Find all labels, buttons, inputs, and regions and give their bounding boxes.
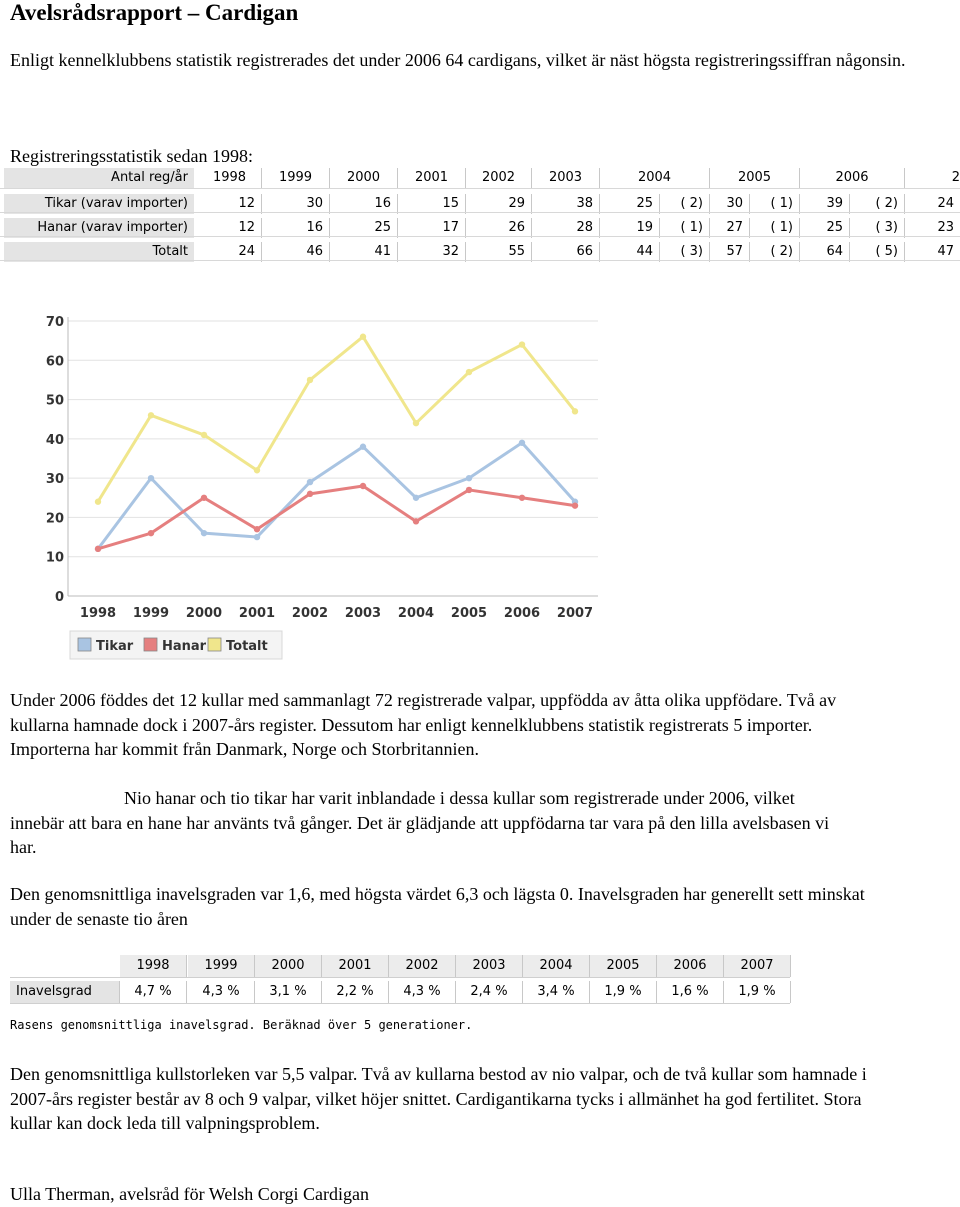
registration-row-label: Tikar (varav importer) bbox=[4, 194, 194, 214]
litters-paragraph: Under 2006 föddes det 12 kullar med sammanlagt 72 registrerade valpar, uppfödda av åtta olika uppfödare. Två av kullarna hamnade dock i 2007-års register. Dessutom har enligt kennelklubbens statistik registrerats 5 importer. Importerna har kommit från Danmark, Norge och Storbritannien. bbox=[10, 690, 837, 759]
inbreeding-year-header: 2006 bbox=[657, 955, 724, 977]
data-point-hanar bbox=[519, 495, 525, 501]
registration-cell: 46 bbox=[262, 242, 330, 262]
inbreeding-note: Rasens genomsnittliga inavelsgrad. Beräknad över 5 generationer. bbox=[10, 1018, 473, 1032]
inbreeding-row-underline bbox=[10, 1003, 790, 1004]
x-tick-label: 2005 bbox=[450, 606, 488, 621]
inbreeding-year-header: 2004 bbox=[523, 955, 590, 977]
inbreeding-value: 4,3 % bbox=[188, 981, 255, 1003]
inbreeding-year-header: 1998 bbox=[120, 955, 187, 977]
registration-divider bbox=[0, 260, 960, 261]
registration-cell: 15 bbox=[398, 194, 466, 214]
inbreeding-value: 4,3 % bbox=[389, 981, 456, 1003]
sires-dams-text: Nio hanar och tio tikar har varit inblandade i dessa kullar som registrerade under 2006, vilket innebär att bara en hane har använts två gånger. Det är glädjande att uppfödarna tar vara på den lilla avelsbasen vi har. bbox=[10, 788, 830, 857]
registration-cell: ( 3) bbox=[850, 218, 905, 238]
x-tick-label: 2000 bbox=[185, 606, 223, 621]
data-point-hanar bbox=[466, 487, 472, 493]
registration-cell: 30 bbox=[262, 194, 330, 214]
registration-divider bbox=[0, 236, 960, 237]
registration-cell: ( 3) bbox=[660, 242, 710, 262]
legend-swatch-totalt bbox=[208, 638, 221, 651]
legend-label-tikar: Tikar bbox=[96, 639, 134, 654]
y-tick-label: 60 bbox=[45, 354, 64, 370]
inbreeding-row-label: Inavelsgrad bbox=[10, 981, 120, 1003]
registration-year-header: 2001 bbox=[398, 168, 466, 188]
registration-cell: ( 2) bbox=[660, 194, 710, 214]
y-tick-label: 40 bbox=[45, 432, 64, 448]
registration-cell: 30 bbox=[710, 194, 750, 214]
data-point-tikar bbox=[307, 479, 313, 485]
registration-cell: ( 1) bbox=[750, 218, 800, 238]
registration-cell: 24 bbox=[198, 242, 262, 262]
data-point-tikar bbox=[519, 440, 525, 446]
registration-cell: 38 bbox=[532, 194, 600, 214]
registration-cell: 32 bbox=[398, 242, 466, 262]
legend-label-totalt: Totalt bbox=[226, 639, 268, 654]
registration-cell: 27 bbox=[710, 218, 750, 238]
data-point-hanar bbox=[148, 530, 154, 536]
sires-dams-paragraph bbox=[10, 786, 840, 860]
data-point-totalt bbox=[519, 341, 525, 347]
registration-year-header: 2000 bbox=[330, 168, 398, 188]
registration-year-header: 2006 bbox=[800, 168, 905, 188]
registration-cell: 55 bbox=[466, 242, 532, 262]
data-point-hanar bbox=[360, 483, 366, 489]
inbreeding-value: 3,1 % bbox=[255, 981, 322, 1003]
data-point-hanar bbox=[201, 495, 207, 501]
data-point-totalt bbox=[572, 408, 578, 414]
registration-cell: 66 bbox=[532, 242, 600, 262]
x-tick-label: 1999 bbox=[132, 606, 170, 621]
legend-swatch-tikar bbox=[78, 638, 91, 651]
page-title: Avelsrådsrapport – Cardigan bbox=[10, 0, 299, 25]
x-tick-label: 2002 bbox=[291, 606, 329, 621]
inbreeding-value: 4,7 % bbox=[120, 981, 187, 1003]
registration-cell: 26 bbox=[466, 218, 532, 238]
inbreeding-paragraph: Den genomsnittliga inavelsgraden var 1,6, med högsta värdet 6,3 och lägsta 0. Inavelsgraden har generellt sett minskat under de senaste tio åren bbox=[10, 884, 865, 929]
y-tick-label: 50 bbox=[45, 393, 64, 409]
registration-cell: 57 bbox=[710, 242, 750, 262]
registration-cell: ( 1) bbox=[750, 194, 800, 214]
registration-year-header: 2003 bbox=[532, 168, 600, 188]
registration-heading: Registreringsstatistik sedan 1998: bbox=[10, 146, 253, 166]
inbreeding-value: 1,6 % bbox=[657, 981, 724, 1003]
registration-cell: 29 bbox=[466, 194, 532, 214]
data-point-hanar bbox=[413, 518, 419, 524]
x-tick-label: 2006 bbox=[503, 606, 541, 621]
registration-line-chart bbox=[10, 313, 600, 665]
inbreeding-value: 3,4 % bbox=[523, 981, 590, 1003]
data-point-hanar bbox=[254, 526, 260, 532]
data-point-tikar bbox=[148, 475, 154, 481]
data-point-hanar bbox=[572, 502, 578, 508]
registration-row-label: Totalt bbox=[4, 242, 194, 262]
registration-cell: 16 bbox=[262, 218, 330, 238]
data-point-totalt bbox=[413, 420, 419, 426]
registration-cell: 12 bbox=[198, 194, 262, 214]
legend-swatch-hanar bbox=[144, 638, 157, 651]
registration-cell: 23 bbox=[937, 220, 954, 235]
registration-cell: ( 5) bbox=[850, 242, 905, 262]
data-point-hanar bbox=[307, 491, 313, 497]
data-point-tikar bbox=[201, 530, 207, 536]
registration-cell: ( 1) bbox=[660, 218, 710, 238]
inbreeding-year-header: 2002 bbox=[389, 955, 456, 977]
litter-size-paragraph: Den genomsnittliga kullstorleken var 5,5 valpar. Två av kullarna bestod av nio valpar, och de två kullar som hamnade i 2007-års register består av 8 och 9 valpar, vilket höjer snittet. Cardigantikarna tycks i allmänhet ha god fertilitet. Stora kullar kan dock leda till valpningsproblem. bbox=[10, 1064, 867, 1133]
inbreeding-year-header: 2007 bbox=[724, 955, 791, 977]
inbreeding-year-header: 1999 bbox=[188, 955, 255, 977]
data-point-totalt bbox=[466, 369, 472, 375]
registration-cell: 25 bbox=[800, 218, 850, 238]
inbreeding-year-header: 2001 bbox=[322, 955, 389, 977]
inbreeding-year-header: 2005 bbox=[590, 955, 657, 977]
signature: Ulla Therman, avelsråd för Welsh Corgi Cardigan bbox=[10, 1184, 369, 1204]
data-point-totalt bbox=[148, 412, 154, 418]
registration-year-header: 1999 bbox=[262, 168, 330, 188]
registration-cell: 24 bbox=[937, 196, 954, 211]
y-tick-label: 0 bbox=[54, 590, 64, 605]
inbreeding-year-header: 2000 bbox=[255, 955, 322, 977]
registration-cell: 25 bbox=[330, 218, 398, 238]
registration-divider bbox=[0, 188, 960, 189]
x-tick-label: 2003 bbox=[344, 606, 382, 621]
data-point-tikar bbox=[360, 444, 366, 450]
x-tick-label: 2007 bbox=[556, 606, 594, 621]
data-point-tikar bbox=[254, 534, 260, 540]
data-point-totalt bbox=[95, 499, 101, 505]
inbreeding-value: 2,4 % bbox=[456, 981, 523, 1003]
registration-cell: 47 bbox=[937, 244, 954, 259]
legend-label-hanar: Hanar bbox=[162, 639, 207, 654]
intro-paragraph: Enligt kennelklubbens statistik registrerades det under 2006 64 cardigans, vilket är näst högsta registreringssiffran någonsin. bbox=[10, 50, 906, 70]
registration-cell: 28 bbox=[532, 218, 600, 238]
inbreeding-value: 2,2 % bbox=[322, 981, 389, 1003]
registration-year-header: 2004 bbox=[600, 168, 710, 188]
data-point-totalt bbox=[254, 467, 260, 473]
registration-cell: 12 bbox=[198, 218, 262, 238]
inbreeding-value: 1,9 % bbox=[724, 981, 791, 1003]
registration-cell: 44 bbox=[600, 242, 660, 262]
registration-year-header: 1998 bbox=[198, 168, 262, 188]
inbreeding-value: 1,9 % bbox=[590, 981, 657, 1003]
registration-cell: ( 2) bbox=[850, 194, 905, 214]
data-point-tikar bbox=[413, 495, 419, 501]
registration-cell: 39 bbox=[800, 194, 850, 214]
registration-cell: 17 bbox=[398, 218, 466, 238]
data-point-totalt bbox=[201, 432, 207, 438]
registration-cell: ( 2) bbox=[750, 242, 800, 262]
data-point-tikar bbox=[466, 475, 472, 481]
registration-cell: 19 bbox=[600, 218, 660, 238]
registration-row-label: Hanar (varav importer) bbox=[4, 218, 194, 238]
x-tick-label: 2004 bbox=[397, 606, 435, 621]
y-tick-label: 10 bbox=[45, 550, 64, 566]
data-point-hanar bbox=[95, 546, 101, 552]
inbreeding-year-header: 2003 bbox=[456, 955, 523, 977]
inbreeding-header-underline bbox=[10, 977, 790, 978]
data-point-totalt bbox=[360, 334, 366, 340]
registration-divider bbox=[0, 212, 960, 213]
registration-year-header: 2002 bbox=[466, 168, 532, 188]
registration-year-header: 2005 bbox=[710, 168, 800, 188]
y-tick-label: 20 bbox=[45, 511, 64, 527]
x-tick-label: 1998 bbox=[79, 606, 117, 621]
data-point-totalt bbox=[307, 377, 313, 383]
y-tick-label: 70 bbox=[45, 315, 64, 330]
registration-header-label: Antal reg/år bbox=[4, 168, 194, 188]
registration-year-header: 2 bbox=[951, 170, 960, 185]
y-tick-label: 30 bbox=[45, 472, 64, 488]
registration-cell: 16 bbox=[330, 194, 398, 214]
registration-cell: 64 bbox=[800, 242, 850, 262]
x-tick-label: 2001 bbox=[238, 606, 276, 621]
registration-cell: 41 bbox=[330, 242, 398, 262]
registration-cell: 25 bbox=[600, 194, 660, 214]
registration-header-row bbox=[0, 168, 960, 190]
